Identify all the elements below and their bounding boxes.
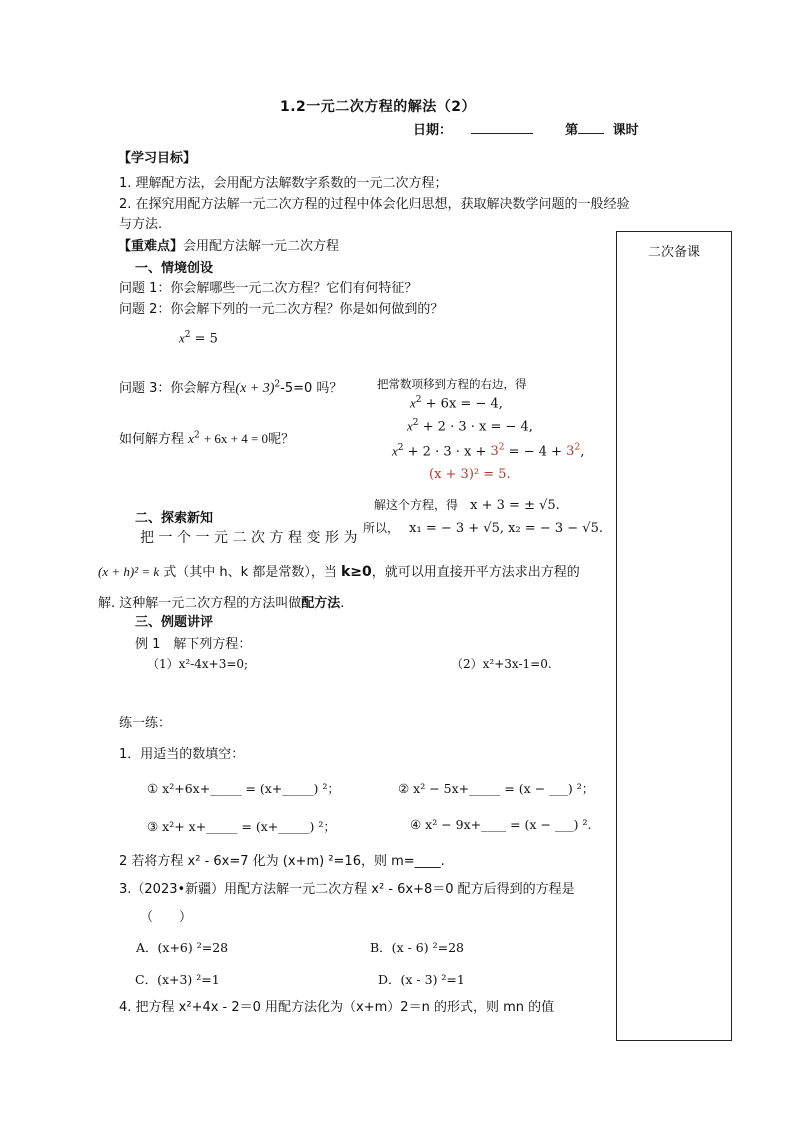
practice-2: 2 若将方程 x² - 6x=7 化为 (x+m) ²=16，则 m=____. — [119, 854, 445, 869]
fill-blank-3: ③ x²+ x+_____ = (x+_____) ²； — [147, 819, 336, 834]
question-1: 问题 1：你会解哪些一元二次方程？它们有何特征？ — [119, 281, 418, 296]
question-3-expr: (x + 3) — [235, 381, 275, 396]
date-blank[interactable] — [471, 121, 533, 134]
section-2-heading: 二、探索新知 — [135, 511, 214, 526]
equation-rhs: = 5 — [194, 331, 218, 347]
question-2: 问题 2：你会解下列的一元二次方程？你是如何做到的？ — [119, 302, 444, 317]
completed-square-form: (x + h)² = k — [98, 564, 160, 579]
question-4-prefix: 如何解方程 — [119, 432, 185, 447]
practice-3-line-1: 3.（2023•新疆）用配方法解一元二次方程 x² - 6x+8＝0 配方后得到的方程是 — [119, 882, 575, 897]
term-completing-square: 配方法 — [301, 596, 341, 611]
section-2-line-3: 解. 这种解一元二次方程的方法叫做配方法. — [98, 596, 345, 611]
goal-item-1: 1. 理解配方法，会用配方法解数字系数的一元二次方程； — [119, 176, 448, 191]
work-so-prefix: 所以， — [363, 521, 400, 535]
second-prep-box — [616, 231, 732, 1041]
work-line-1: $x^2 + 6x$ = − 4, — [410, 395, 503, 412]
work-solve-prefix: 解这个方程，得 — [374, 498, 459, 512]
condition-k: k≥0 — [340, 564, 372, 580]
section-1-heading: 一、情境创设 — [135, 261, 214, 276]
date-line — [413, 119, 639, 138]
equation-x2-5: $x^2 = 5$ — [179, 330, 218, 347]
practice-4: 4. 把方程 x²+4x - 2＝0 用配方法化为（x+m）2＝n 的形式，则 mn 的值 — [119, 1000, 555, 1015]
work-so-eq: x₁ = − 3 + √5, x₂ = − 3 − √5. — [409, 521, 603, 536]
work-line-2: $x^2 + 2 \cdot 3 \cdot x$ = − 4, — [407, 418, 533, 435]
option-d[interactable]: D．(x - 3) ²=1 — [378, 972, 465, 987]
goals-heading: 【学习目标】 — [118, 151, 197, 166]
fill-blank-2: ② x² − 5x+_____ = (x − ___) ²； — [398, 781, 595, 796]
option-c[interactable]: C．(x+3) ²=1 — [135, 972, 220, 987]
fill-blank-1: ① x²+6x+_____ = (x+_____) ²； — [147, 781, 340, 796]
practice-1: 1．用适当的数填空： — [119, 747, 245, 762]
question-4-eq: + 6x + 4 = 0 — [203, 431, 269, 446]
key-points — [118, 235, 339, 254]
lesson-suffix: 课时 — [612, 123, 639, 138]
question-3-prefix: 问题 3：你会解方程 — [119, 381, 236, 396]
work-so — [363, 519, 603, 536]
option-a[interactable]: A．(x+6) ²=28 — [136, 940, 229, 955]
question-3: 问题 3：你会解方程$(x + 3)^2-5=0$ 吗？ — [119, 379, 343, 396]
page-title: 1.2一元二次方程的解法（2） — [280, 99, 477, 115]
section-2-line-2-text: 式（其中 h、k 都是常数），当 — [163, 565, 337, 580]
question-4: 如何解方程 $x^2 + 6x + 4 = 0$呢？ — [119, 430, 295, 447]
work-solve-eq: x + 3 = ± √5. — [470, 498, 560, 513]
example-1-part-1: （1）x²-4x+3=0; — [147, 657, 249, 671]
practice-heading: 练一练： — [119, 716, 172, 731]
section-2-line-2 — [98, 561, 580, 580]
example-1-part-2: （2）x²+3x-1=0. — [451, 657, 552, 671]
var-x: x — [188, 431, 194, 446]
lesson-prefix: 第 — [565, 123, 579, 138]
option-b[interactable]: B．(x - 6) ²=28 — [370, 940, 464, 955]
work-solve — [374, 496, 560, 513]
second-prep-label: 二次备课 — [647, 245, 700, 260]
date-label: 日期： — [413, 123, 453, 138]
question-4-suffix: 呢？ — [268, 432, 295, 447]
section-2-line-1: 把一个一元二次方程变形为 — [140, 530, 362, 546]
question-3-suffix: -5=0 吗？ — [280, 381, 343, 396]
goal-item-2-line-2: 与方法. — [119, 217, 163, 232]
key-points-text: 会用配方法解一元二次方程 — [183, 239, 340, 254]
work-line-3: $x^2 + 2 \cdot 3 \cdot x + 3^2$ = − $4 + 3^2$, — [392, 443, 585, 460]
goal-item-2-line-1: 2. 在探究用配方法解一元二次方程的过程中体会化归思想，获取解决数学问题的一般经验 — [119, 197, 630, 212]
work-line-4: (x + 3)² = 5. — [429, 467, 511, 482]
practice-3-line-2: （ ） — [140, 910, 193, 925]
section-2-line-2-rest: ，就可以用直接开平方法求出方程的 — [371, 565, 580, 580]
work-intro: 把常数项移到方程的右边，得 — [377, 377, 527, 391]
section-3-heading: 三、例题讲评 — [135, 615, 214, 630]
example-1-label: 例 1 解下列方程： — [135, 637, 252, 652]
lesson-blank[interactable] — [578, 121, 604, 134]
key-points-heading: 【重难点】 — [118, 239, 184, 254]
var-x: x — [179, 330, 185, 346]
fill-blank-4: ④ x² − 9x+____ = (x − ___) ². — [410, 817, 592, 832]
